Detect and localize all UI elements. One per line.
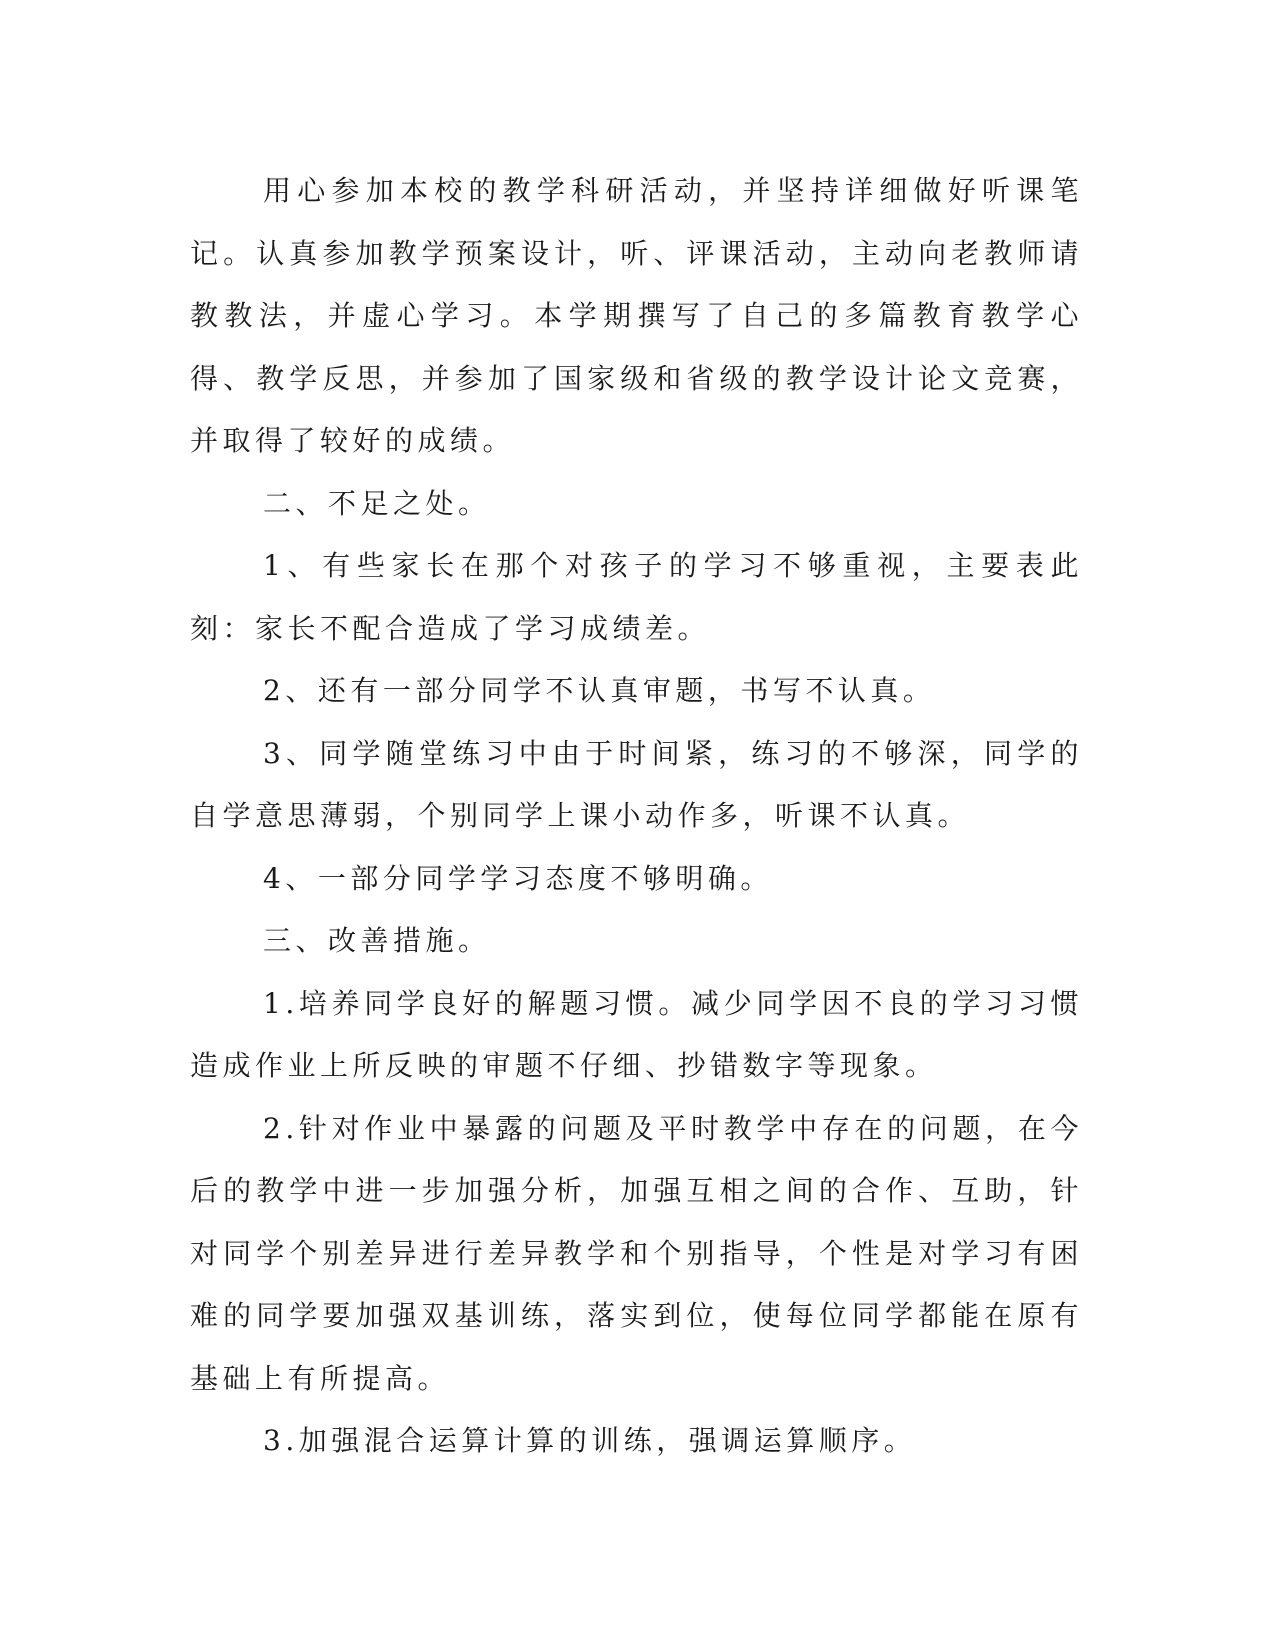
document-body — [190, 160, 1083, 1473]
heading-improvements: 三、改善措施。 — [263, 924, 491, 957]
paragraph-improvement-2: 2.针对作业中暴露的问题及平时教学中存在的问题，在今后的教学中进一步加强分析，加强互相之间的合作、互助，针对同学个别差异进行差异教学和个别指导，个性是对学习有困难的同学要加强双基训练，落实到位，使每位同学都能在原有基础上有所提高。 — [190, 1111, 1083, 1395]
paragraph-shortcoming-1: 1、有些家长在那个对孩子的学习不够重视，主要表此刻：家长不配合造成了学习成绩差。 — [190, 549, 1083, 645]
paragraph-shortcoming-4: 4、一部分同学学习态度不够明确。 — [263, 861, 773, 895]
heading-shortcomings: 二、不足之处。 — [263, 486, 491, 520]
paragraph-shortcoming-2: 2、还有一部分同学不认真审题，书写不认真。 — [263, 674, 936, 707]
paragraph-improvement-1: 1.培养同学良好的解题习惯。减少同学因不良的学习习惯造成作业上所反映的审题不仔细、抄错数字等现象。 — [190, 986, 1083, 1082]
paragraph-teaching-research: 用心参加本校的教学科研活动，并坚持详细做好听课笔记。认真参加教学预案设计，听、评课活动，主动向老教师请教教法，并虚心学习。本学期撰写了自己的多篇教育教学心得、教学反思，并参加了国家级和省级的教学设计论文竞赛，并取得了较好的成绩。 — [190, 174, 1083, 457]
paragraph-shortcoming-3: 3、同学随堂练习中由于时间紧，练习的不够深，同学的自学意思薄弱，个别同学上课小动作多，听课不认真。 — [190, 736, 1083, 832]
paragraph-improvement-3: 3.加强混合运算计算的训练，强调运算顺序。 — [263, 1424, 917, 1457]
